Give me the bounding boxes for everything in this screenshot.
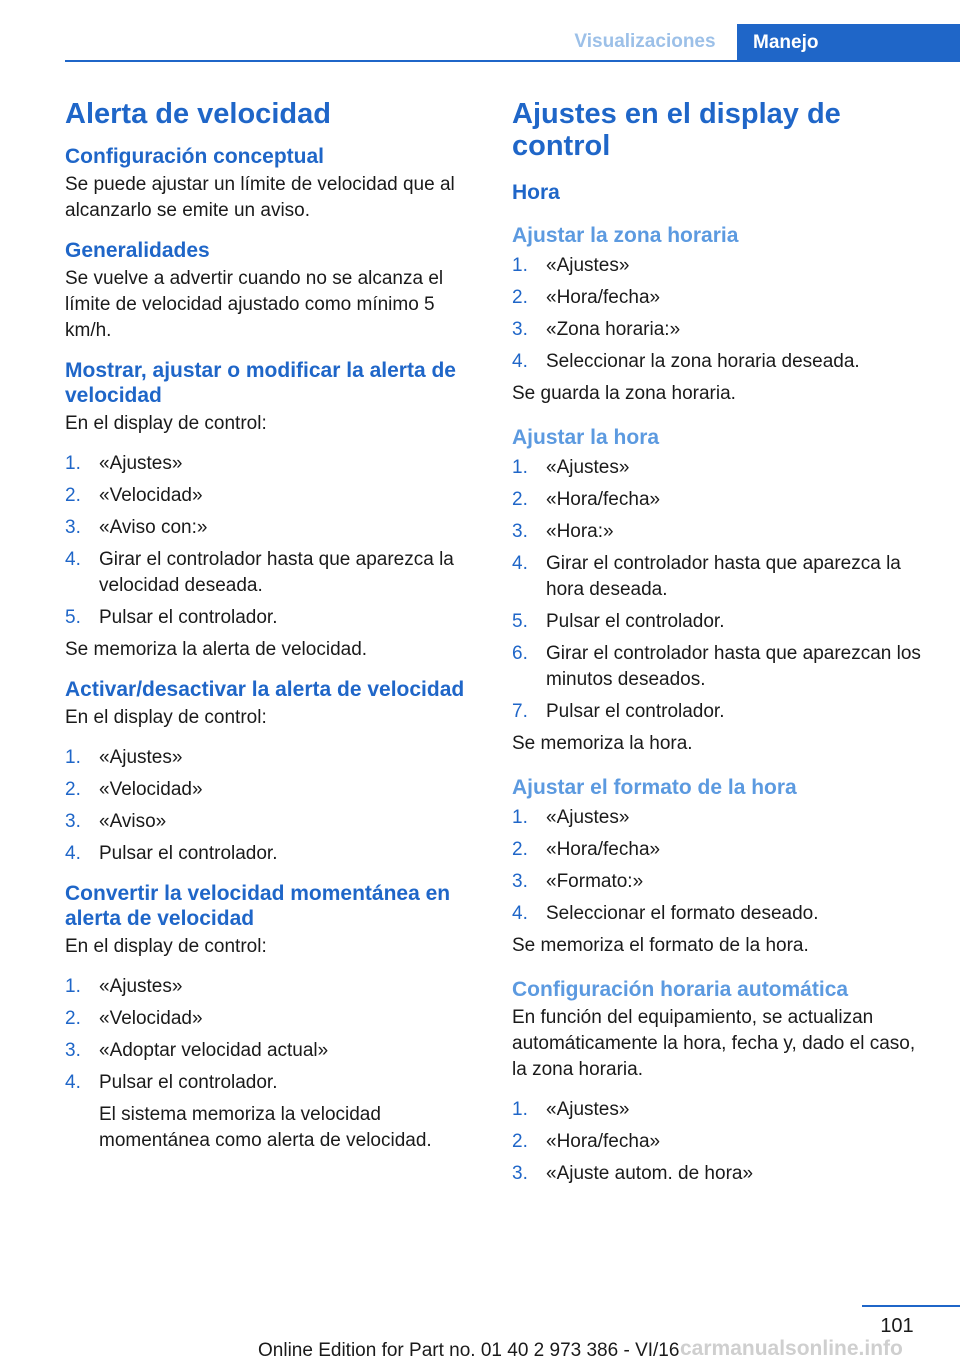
list-item: 2. «Hora/fecha» [512,287,661,308]
list-item: 3. «Formato:» [512,871,644,892]
heading-hora: Hora [512,181,560,204]
list-item: 4. Seleccionar el formato deseado. [512,903,819,924]
heading-generalidades: Generalidades [65,239,210,262]
list-item: 3. «Aviso con:» [65,517,208,538]
paragraph: Se memoriza el formato de la hora. [512,935,809,956]
list-item: 2. «Velocidad» [65,1008,203,1029]
list-item: 4. Girar el controlador hasta que aparezca la velocidad deseada. [65,549,454,596]
step-note: El sistema memoriza la velocidad momentánea como alerta de velocidad. [99,1104,432,1151]
list-item: 4. Girar el controlador hasta que aparezca la hora deseada. [512,553,901,600]
list-item: 1. «Ajustes» [512,457,630,478]
heading-ajustar-hora: Ajustar la hora [512,426,660,449]
section-title: Ajustes en el display de control [512,98,841,162]
paragraph: En el display de control: [65,936,267,957]
list-item: 3. «Adoptar velocidad actual» [65,1040,329,1061]
page-number: 101 [880,1315,914,1337]
footer-rule [862,1305,960,1307]
list-item: 3. «Ajuste autom. de hora» [512,1163,754,1184]
paragraph: En el display de control: [65,707,267,728]
steps-list [512,1097,932,1187]
heading-zona-horaria: Ajustar la zona horaria [512,224,739,247]
list-item: 5. Pulsar el controlador. [512,611,725,632]
paragraph: Se guarda la zona horaria. [512,383,736,404]
list-item: 1. «Ajustes» [65,453,183,474]
tab-visualizaciones[interactable]: Visualizaciones [574,31,716,52]
steps-list [65,451,485,631]
paragraph: Se memoriza la hora. [512,733,693,754]
list-item: 3. «Zona horaria:» [512,319,681,340]
steps-list [512,455,932,725]
paragraph: Se memoriza la alerta de velocidad. [65,639,368,660]
heading-activar: Activar/desactivar la alerta de velocidad [65,678,465,701]
steps-list [65,974,485,1154]
list-item: 4. Seleccionar la zona horaria deseada. [512,351,860,372]
list-item: 1. «Ajustes» [512,1099,630,1120]
paragraph: En función del equipamiento, se actualizan automáticamente la hora, fecha y, dado el caso, la zona horaria. [512,1007,916,1080]
heading-configuracion: Configuración conceptual [65,145,325,168]
list-item: 7. Pulsar el controlador. [512,701,725,722]
heading-automatica: Configuración horaria automática [512,978,849,1001]
list-item: 3. «Hora:» [512,521,614,542]
section-title: Alerta de velocidad [65,98,331,130]
steps-list [512,805,932,927]
list-item: 5. Pulsar el controlador. [65,607,278,628]
paragraph: En el display de control: [65,413,267,434]
list-item: 2. «Hora/fecha» [512,489,661,510]
list-item: 2. «Hora/fecha» [512,1131,661,1152]
list-item: 1. «Ajustes» [65,976,183,997]
list-item: 4. Pulsar el controlador. El sistema memoriza la velocidad momentánea como alerta de velocidad. [65,1070,485,1154]
list-item: 1. «Ajustes» [512,255,630,276]
list-item: 2. «Hora/fecha» [512,839,661,860]
list-item: 1. «Ajustes» [512,807,630,828]
steps-list [512,253,932,375]
steps-list [65,745,485,867]
paragraph: Se puede ajustar un límite de velocidad que al alcanzarlo se emite un aviso. [65,174,455,221]
tab-manejo[interactable]: Manejo [737,24,960,62]
watermark: carmanualsonline.info [680,1337,903,1360]
heading-convertir: Convertir la velocidad momentánea en alerta de velocidad [65,882,451,930]
heading-mostrar: Mostrar, ajustar o modificar la alerta de velocidad [65,359,456,407]
edition-text: Online Edition for Part no. 01 40 2 973 386 - VI/16 [258,1340,680,1361]
heading-formato: Ajustar el formato de la hora [512,776,797,799]
list-item: 1. «Ajustes» [65,747,183,768]
right-column [512,98,932,1193]
list-item: 3. «Aviso» [65,811,167,832]
list-item: 4. Pulsar el controlador. [65,843,278,864]
list-item: 2. «Velocidad» [65,779,203,800]
list-item: 6. Girar el controlador hasta que aparezcan los minutos deseados. [512,643,921,690]
left-column [65,98,485,1160]
list-item: 2. «Velocidad» [65,485,203,506]
paragraph: Se vuelve a advertir cuando no se alcanza el límite de velocidad ajustado como mínimo 5 km/h. [65,268,444,341]
